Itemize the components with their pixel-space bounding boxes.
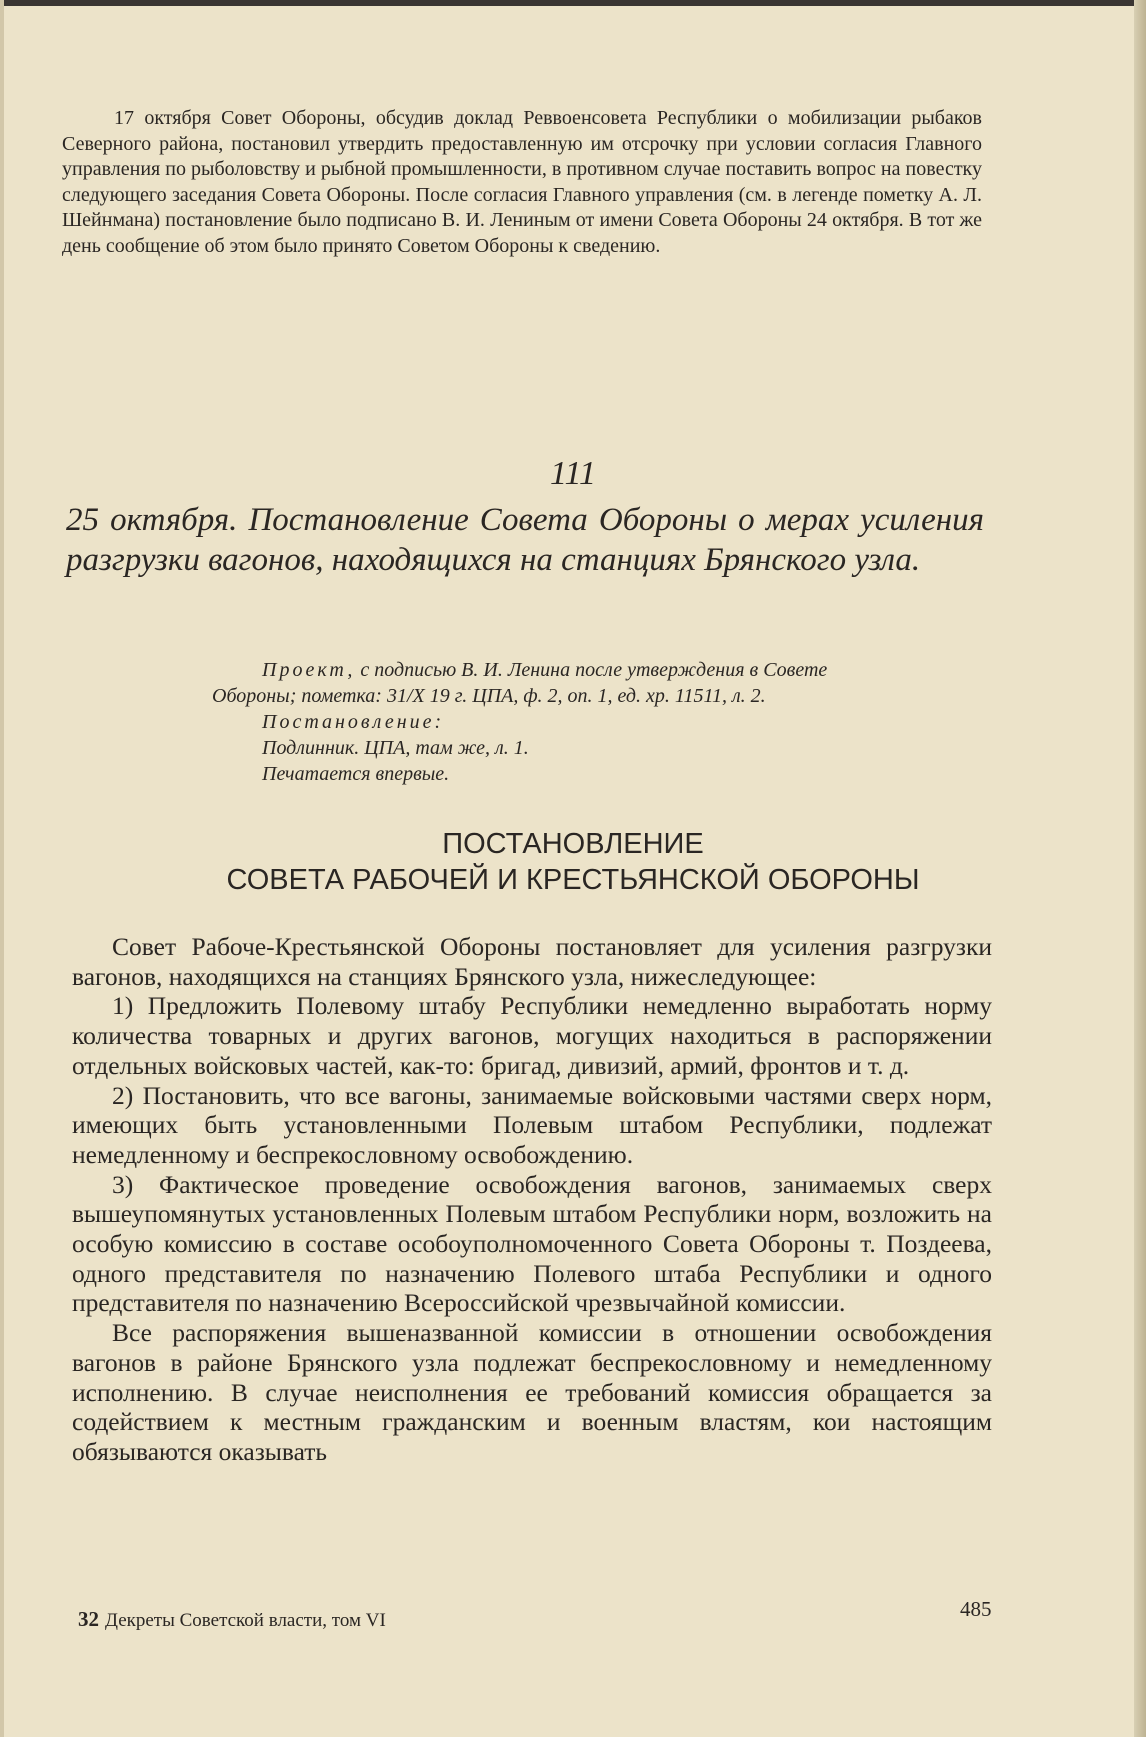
resolution-body [72,932,992,1467]
body-paragraph: 1) Предложить Полевому штабу Республики немедленно выработать норму количества товарных и других вагонов, могущих находиться в распоряжении отдельных войсковых частей, как-то: бригад, дивизий, армий, фронтов и т. д. [72,991,992,1080]
legend-original: Подлинник. ЦПА, там же, л. 1. [262,737,529,759]
resolution-title [0,826,1146,898]
body-paragraph: 3) Фактическое проведение освобождения вагонов, занимаемых сверх вышеупомянутых установленных Полевым штабом Республики норм, возложить на особую комиссию в составе особоуполномоченного Совета Обороны т. Поздеева, одного представителя по назначению Полевого штаба Республики и одного представителя по назначению Всероссийской чрезвычайной комиссии. [72,1169,992,1318]
signature-mark: 32 [78,1607,99,1631]
legend-draft-label: Проект, [262,659,356,681]
document-heading: 25 октября. Постановление Совета Обороны о мерах усиления разгрузки вагонов, находящихся на станциях Брянского узла. [66,502,984,578]
resolution-title-line-1: ПОСТАНОВЛЕНИЕ [442,828,704,860]
legend-draft-line-2: Обороны; пометка: 31/X 19 г. ЦПА, ф. 2, оп. 1, ед. хр. 11511, л. 2. [212,685,766,707]
legend-draft-text: с подписью В. И. Ленина после утверждения в Совете [355,659,828,681]
document-number: 111 [550,455,596,492]
body-paragraph: 2) Постановить, что все вагоны, занимаемые войсковыми частями сверх норм, имеющих быть установленными Полевым штабом Республики, подлежат немедленному и беспрекословному освобождению. [72,1080,992,1169]
legend-printed: Печатается впервые. [262,763,450,785]
footer-signature [78,1607,386,1632]
page-number: 485 [960,1597,992,1621]
body-paragraph: Все распоряжения вышеназванной комиссии в отношении освобождения вагонов в районе Брянского узла подлежат беспрекословному и немедленному исполнению. В случае неисполнения ее требований комиссия обращается за содействием к местным гражданским и военным властям, кои настоящим обязываются оказывать [72,1318,992,1466]
legend [212,657,988,787]
editorial-note: 17 октября Совет Обороны, обсудив доклад Реввоенсовета Республики о мобилизации рыбаков Северного района, постановил утвердить предоставленную им отсрочку при условии согласия Главного управления по рыболовству и рыбной промышленности, в противном случае поставить вопрос на повестку следующего заседания Совета Обороны. После согласия Главного управления (см. в легенде пометку А. Л. Шейнмана) постановление было подписано В. И. Лениным от имени Совета Обороны 24 октября. В тот же день сообщение об этом было принято Советом Обороны к сведению. [62,107,982,257]
page-top-edge [0,0,1146,6]
book-title: Декреты Советской власти, том VI [105,1610,386,1631]
legend-draft-line [212,657,988,683]
legend-resolution-label: Постановление: [262,711,445,733]
resolution-title-line-2: СОВЕТА РАБОЧЕЙ И КРЕСТЬЯНСКОЙ ОБОРОНЫ [226,864,920,896]
body-paragraph: Совет Рабоче-Крестьянской Обороны постановляет для усиления разгрузки вагонов, находящихся на станциях Брянского узла, нижеследующее: [72,932,992,991]
